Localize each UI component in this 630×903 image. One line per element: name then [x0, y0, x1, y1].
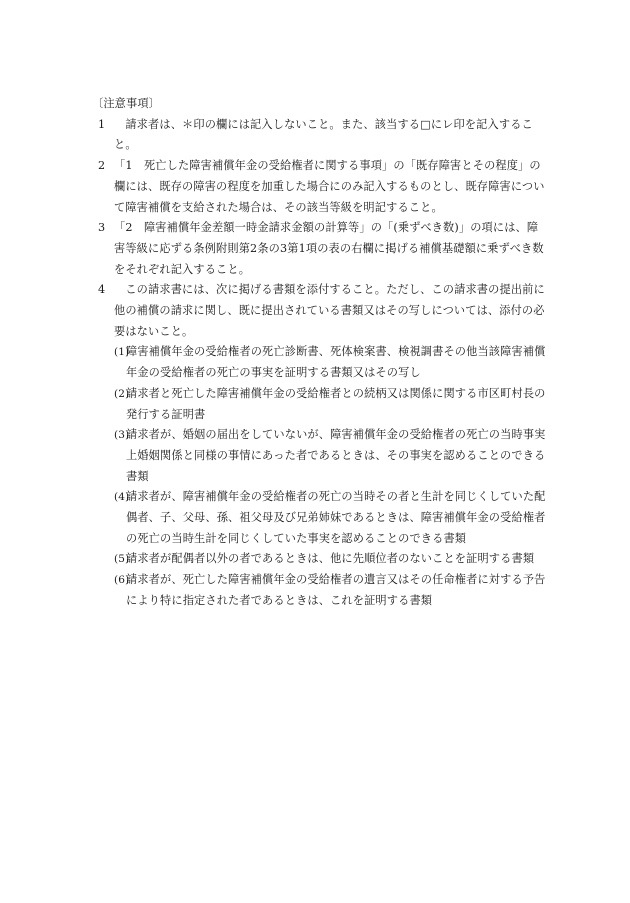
attachment-item-5: [94, 549, 546, 570]
attachment-text: 請求者が配偶者以外の者であるときは、他に先順位者のないことを証明する書類: [126, 552, 535, 566]
note-number: 4: [98, 283, 106, 297]
attachment-item-6: [94, 570, 546, 611]
attachment-item-3: [94, 425, 546, 487]
note-text: 請求者は、＊印の欄には記入しないこと。また、該当する□にレ印を記入すること。: [114, 117, 533, 152]
attachment-number: (5): [114, 553, 130, 566]
notes-section: [94, 94, 546, 612]
note-text: この請求書には、次に掲げる書類を添付すること。ただし、この請求書の提出前に他の補償の請求に関し、既に提出されている書類又はその写しについては、添付の必要はないこと。: [114, 283, 545, 338]
note-item-3: [94, 218, 546, 280]
note-text: 「1 死亡した障害補償年金の受給権者に関する事項」の「既存障害とその程度」の欄には、既存の障害の程度を加重した場合にのみ記入するものとし、既存障害について障害補償を支給された場合は、その該当等級を明記すること。: [114, 159, 545, 214]
note-number: 1: [98, 117, 106, 131]
attachment-item-2: [94, 384, 546, 425]
attachment-text: 請求者が、死亡した障害補償年金の受給権者の遺言又はその任命権者に対する予告により特に指定された者であるときは、これを証明する書類: [126, 573, 546, 607]
attachment-number: (1): [114, 346, 130, 359]
attachment-item-1: [94, 342, 546, 383]
note-number: 3: [98, 221, 106, 235]
notes-heading: 〔注意事項〕: [92, 97, 161, 110]
attachment-item-4: [94, 487, 546, 549]
attachment-number: (6): [114, 574, 130, 587]
note-item-4: [94, 280, 546, 342]
attachment-text: 障害補償年金の受給権者の死亡診断書、死体検案書、検視調書その他当該障害補償年金の受給権者の死亡の事実を証明する書類又はその写し: [126, 345, 546, 380]
attachment-text: 請求者が、障害補償年金の受給権者の死亡の当時その者と生計を同じくしていた配偶者、子、父母、孫、祖父母及び兄弟姉妹であるときは、障害補償年金の受給権者の死亡の当時生計を同じくしていた事実を認めることのできる書類: [126, 490, 546, 545]
attachment-number: (2): [114, 387, 130, 400]
attachment-text: 請求者と死亡した障害補償年金の受給権者との続柄又は関係に関する市区町村長の発行する証明書: [126, 386, 546, 421]
attachment-number: (4): [114, 491, 130, 504]
note-text: 「2 障害補償年金差額一時金請求金額の計算等」の「(乗ずべき数)」の項には、障害等級に応ずる条例附則第2条の3第1項の表の右欄に掲げる補償基礎額に乗ずべき数をそれぞれ記入すること。: [114, 221, 544, 276]
note-number: 2: [98, 159, 106, 173]
attachment-number: (3): [114, 429, 130, 442]
attachment-text: 請求者が、婚姻の届出をしていないが、障害補償年金の受給権者の死亡の当時事実上婚姻関係と同様の事情にあった者であるときは、その事実を認めることのできる書類: [126, 428, 546, 483]
note-item-2: [94, 156, 546, 218]
note-item-1: [94, 115, 546, 156]
